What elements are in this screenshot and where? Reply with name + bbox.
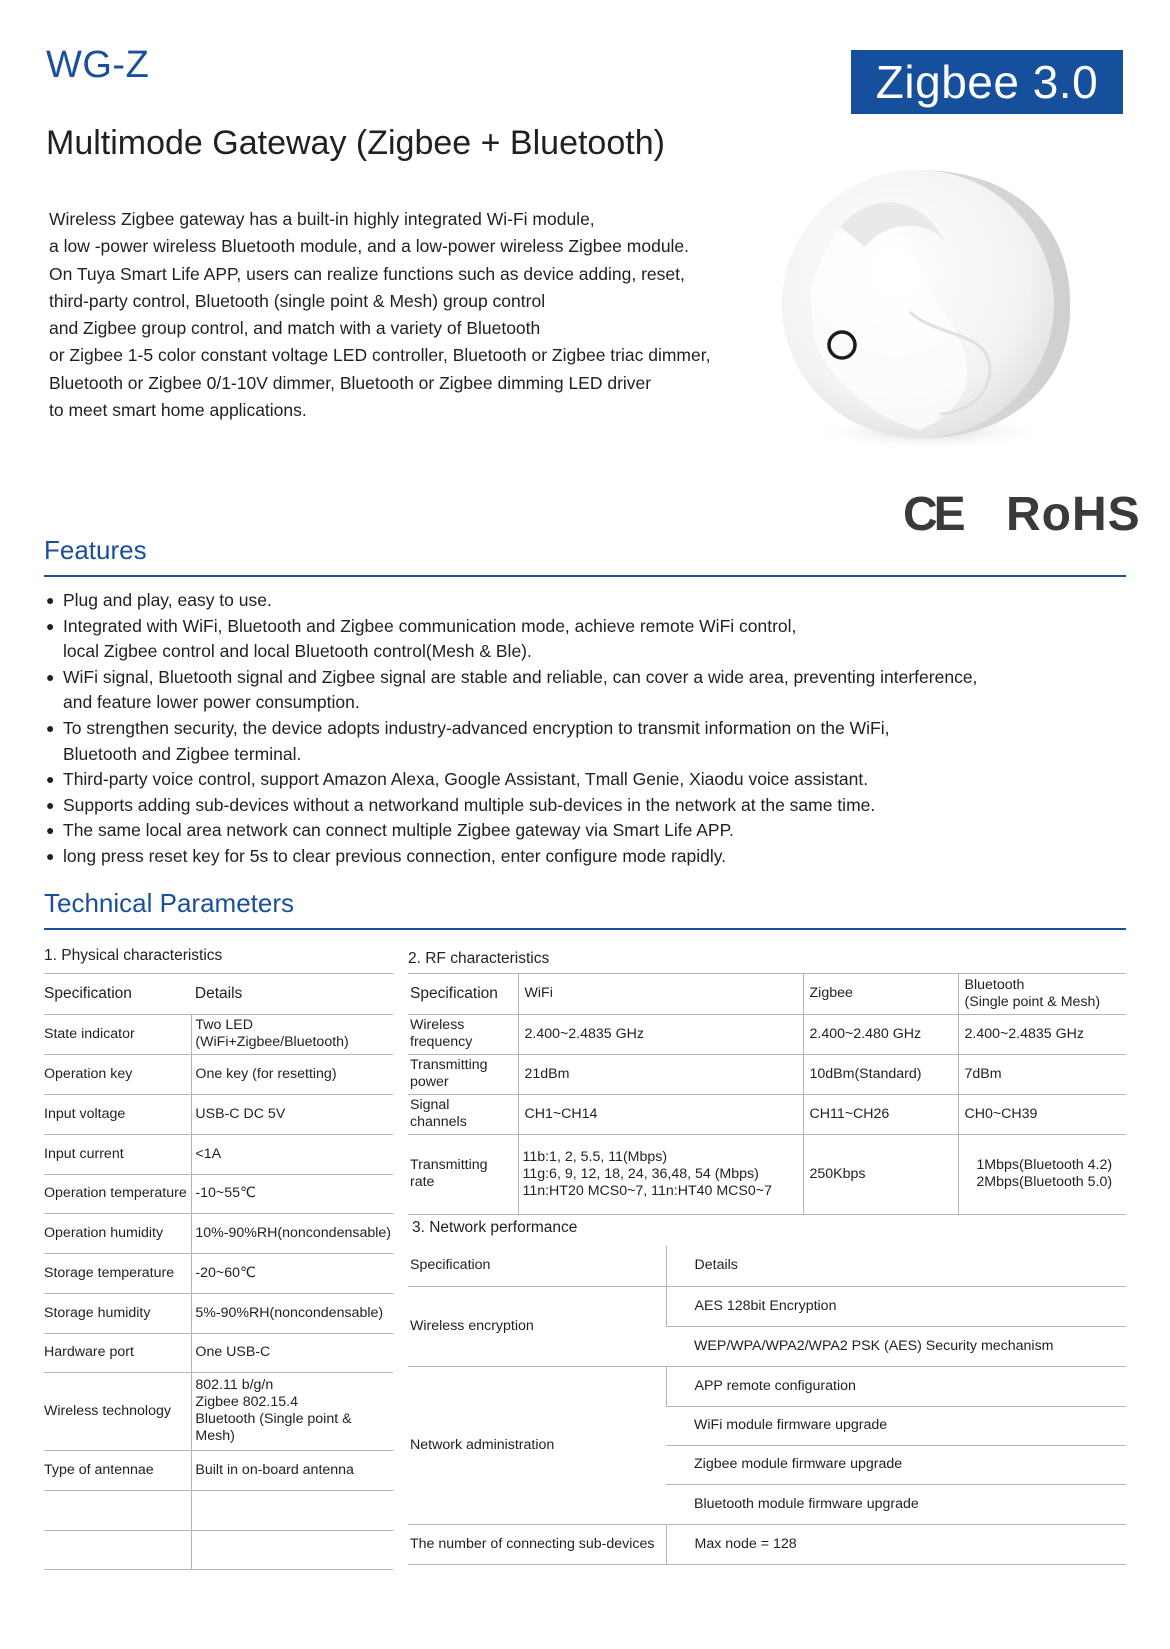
details-cell: USB-C DC 5V xyxy=(192,1094,393,1134)
wifi-cell: 11b:1, 2, 5.5, 11(Mbps) 11g:6, 9, 12, 18, 24, 36,48, 54 (Mbps) 11n:HT20 MCS0~7, 11n:HT40 MCS0~7 xyxy=(518,1134,803,1214)
table-row xyxy=(44,1213,393,1253)
bluetooth-cell: 2.400~2.4835 GHz xyxy=(958,1014,1126,1054)
table-header-row xyxy=(44,974,393,1014)
network-table xyxy=(408,1246,1126,1565)
table-row xyxy=(44,1134,393,1174)
tech-params-divider xyxy=(44,928,1126,930)
spec-cell xyxy=(44,1530,192,1569)
details-cell: 5%-90%RH(noncondensable) xyxy=(192,1293,393,1333)
wifi-cell: 21dBm xyxy=(518,1054,803,1094)
table-row xyxy=(44,1174,393,1213)
details-cell: -10~55℃ xyxy=(192,1174,393,1213)
header-cell: Details xyxy=(192,974,393,1014)
table-row xyxy=(408,1286,1126,1326)
table-row xyxy=(44,1490,393,1530)
features-list xyxy=(46,588,1126,870)
details-cell: WiFi module firmware upgrade xyxy=(666,1406,1126,1445)
spec-cell: Hardware port xyxy=(44,1333,192,1372)
spec-cell: Input current xyxy=(44,1134,192,1174)
spec-cell: Transmitting power xyxy=(408,1054,518,1094)
bullet-icon: ● xyxy=(46,847,55,864)
bullet-icon: ● xyxy=(46,771,55,788)
table-row xyxy=(44,1372,393,1450)
table-header-row xyxy=(408,1246,1126,1286)
features-divider xyxy=(44,575,1126,577)
gateway-device-image xyxy=(770,152,1100,462)
ce-mark: CE xyxy=(903,488,962,541)
bullet-icon: ● xyxy=(46,592,55,608)
spec-cell: Wireless frequency xyxy=(408,1014,518,1054)
feature-item: ● Third-party voice control, support Amazon Alexa, Google Assistant, Tmall Genie, Xiaodu voice assistant. xyxy=(46,767,1126,793)
rohs-mark: RoHS xyxy=(1006,488,1141,541)
bullet-icon: ● xyxy=(46,668,55,685)
bullet-icon: ● xyxy=(46,796,55,813)
table-row xyxy=(408,1524,1126,1564)
details-cell: Max node = 128 xyxy=(666,1524,1126,1564)
details-cell: Two LED (WiFi+Zigbee/Bluetooth) xyxy=(192,1014,393,1054)
spec-cell: Wireless encryption xyxy=(408,1286,666,1366)
header-cell: Specification xyxy=(408,1246,666,1286)
feature-item: ● Plug and play, easy to use. xyxy=(46,588,1126,614)
spec-cell: Operation humidity xyxy=(44,1213,192,1253)
details-cell: 10%-90%RH(noncondensable) xyxy=(192,1213,393,1253)
table-row xyxy=(408,1134,1126,1214)
intro-paragraph xyxy=(49,206,769,424)
details-cell xyxy=(192,1490,393,1530)
details-cell: AES 128bit Encryption xyxy=(666,1286,1126,1326)
details-cell: One key (for resetting) xyxy=(192,1054,393,1094)
network-caption: 3. Network performance xyxy=(412,1219,578,1236)
spec-cell: State indicator xyxy=(44,1014,192,1054)
bullet-icon: ● xyxy=(46,822,55,839)
spec-cell: Operation temperature xyxy=(44,1174,192,1213)
table-row xyxy=(44,1530,393,1569)
table-row xyxy=(408,1054,1126,1094)
spec-cell: Transmitting rate xyxy=(408,1134,518,1214)
model-title: WG-Z xyxy=(46,44,150,86)
table-row xyxy=(44,1293,393,1333)
table-row xyxy=(44,1253,393,1293)
physical-table xyxy=(44,974,393,1570)
intro-line: to meet smart home applications. xyxy=(49,400,307,421)
header-cell: Specification xyxy=(44,974,192,1014)
zigbee-cell: CH11~CH26 xyxy=(803,1094,958,1134)
feature-item: ● To strengthen security, the device adopts industry-advanced encryption to transmit information on the WiFi, Bluetooth and Zigbee terminal. xyxy=(46,717,890,764)
details-cell: One USB-C xyxy=(192,1333,393,1372)
rf-table xyxy=(408,974,1126,1215)
feature-item: ● long press reset key for 5s to clear previous connection, enter configure mode rapidly. xyxy=(46,844,1126,870)
zigbee-cell: 250Kbps xyxy=(803,1134,958,1214)
header-cell: Details xyxy=(666,1246,1126,1286)
bullet-icon: ● xyxy=(46,719,55,736)
details-cell: WEP/WPA/WPA2/WPA2 PSK (AES) Security mechanism xyxy=(666,1326,1126,1366)
zigbee-badge: Zigbee 3.0 xyxy=(851,50,1123,114)
spec-cell: Input voltage xyxy=(44,1094,192,1134)
physical-caption: 1. Physical characteristics xyxy=(44,947,223,964)
bullet-icon: ● xyxy=(46,617,55,634)
table-row xyxy=(44,1054,393,1094)
table-row xyxy=(44,1450,393,1490)
table-row xyxy=(44,1014,393,1054)
intro-line: a low -power wireless Bluetooth module, and a low-power wireless Zigbee module. xyxy=(49,236,690,257)
intro-line: and Zigbee group control, and match with a variety of Bluetooth xyxy=(49,318,541,339)
spec-cell: Wireless technology xyxy=(44,1372,192,1450)
bluetooth-cell: 7dBm xyxy=(958,1054,1126,1094)
wifi-cell: 2.400~2.4835 GHz xyxy=(518,1014,803,1054)
table-row xyxy=(408,1014,1126,1054)
table-row xyxy=(408,1366,1126,1406)
table-header-row xyxy=(408,974,1126,1014)
intro-line: or Zigbee 1-5 color constant voltage LED controller, Bluetooth or Zigbee triac dimmer, xyxy=(49,345,711,366)
rf-caption: 2. RF characteristics xyxy=(408,950,550,967)
tech-params-title: Technical Parameters xyxy=(44,888,294,918)
details-cell: APP remote configuration xyxy=(666,1366,1126,1406)
spec-cell: Operation key xyxy=(44,1054,192,1094)
intro-line: On Tuya Smart Life APP, users can realize functions such as device adding, reset, xyxy=(49,263,685,284)
details-cell: Bluetooth module firmware upgrade xyxy=(666,1484,1126,1524)
feature-item: ● Integrated with WiFi, Bluetooth and Zigbee communication mode, achieve remote WiFi control, local Zigbee control and local Bluetooth control(Mesh & Ble). xyxy=(46,615,797,662)
spec-cell: Type of antennae xyxy=(44,1450,192,1490)
spec-cell: Storage humidity xyxy=(44,1293,192,1333)
spec-cell: Network administration xyxy=(408,1366,666,1524)
details-cell: Zigbee module firmware upgrade xyxy=(666,1445,1126,1484)
details-cell: 802.11 b/g/n Zigbee 802.15.4 Bluetooth (Single point & Mesh) xyxy=(192,1372,393,1450)
feature-item: ● WiFi signal, Bluetooth signal and Zigbee signal are stable and reliable, can cover a wide area, preventing interference, and feature lower power consumption. xyxy=(46,666,978,713)
feature-item: ● Supports adding sub-devices without a networkand multiple sub-devices in the network at the same time. xyxy=(46,793,1126,819)
intro-line: third-party control, Bluetooth (single point & Mesh) group control xyxy=(49,290,546,311)
intro-line: Bluetooth or Zigbee 0/1-10V dimmer, Bluetooth or Zigbee dimming LED driver xyxy=(49,372,652,393)
product-subtitle: Multimode Gateway (Zigbee + Bluetooth) xyxy=(46,124,665,162)
spec-cell: Signal channels xyxy=(408,1094,518,1134)
spec-cell: The number of connecting sub-devices xyxy=(408,1524,666,1564)
details-cell xyxy=(192,1530,393,1569)
spec-cell xyxy=(44,1490,192,1530)
bluetooth-cell: CH0~CH39 xyxy=(958,1094,1126,1134)
zigbee-cell: 2.400~2.480 GHz xyxy=(803,1014,958,1054)
spec-cell: Storage temperature xyxy=(44,1253,192,1293)
features-title: Features xyxy=(44,535,147,565)
table-row xyxy=(44,1094,393,1134)
feature-item: ● The same local area network can connect multiple Zigbee gateway via Smart Life APP. xyxy=(46,818,1126,844)
header-cell: Bluetooth (Single point & Mesh) xyxy=(958,974,1126,1014)
details-cell: <1A xyxy=(192,1134,393,1174)
zigbee-cell: 10dBm(Standard) xyxy=(803,1054,958,1094)
header-cell: WiFi xyxy=(518,974,803,1014)
details-cell: Built in on-board antenna xyxy=(192,1450,393,1490)
table-row xyxy=(44,1333,393,1372)
details-cell: -20~60℃ xyxy=(192,1253,393,1293)
header-cell: Specification xyxy=(408,974,518,1014)
bluetooth-cell: 1Mbps(Bluetooth 4.2) 2Mbps(Bluetooth 5.0) xyxy=(958,1134,1126,1214)
intro-line: Wireless Zigbee gateway has a built-in highly integrated Wi-Fi module, xyxy=(49,209,595,229)
table-row xyxy=(408,1094,1126,1134)
wifi-cell: CH1~CH14 xyxy=(518,1094,803,1134)
header-cell: Zigbee xyxy=(803,974,958,1014)
